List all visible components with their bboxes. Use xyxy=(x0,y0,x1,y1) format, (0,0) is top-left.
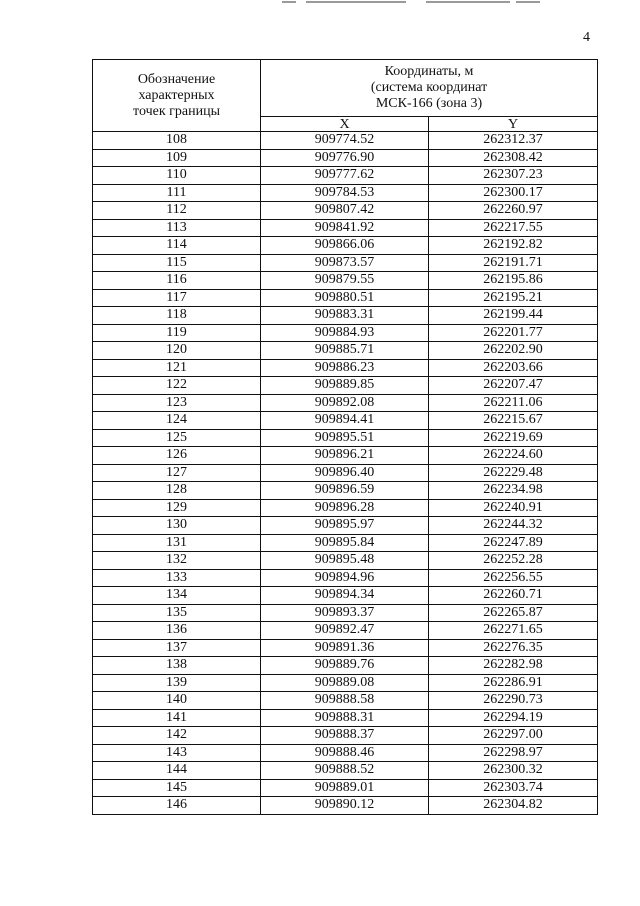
cell-y: 262195.86 xyxy=(429,272,598,290)
table-row xyxy=(93,499,598,517)
table-row xyxy=(93,254,598,272)
cell-y: 262300.32 xyxy=(429,762,598,780)
cell-y: 262244.32 xyxy=(429,517,598,535)
cell-y: 262240.91 xyxy=(429,499,598,517)
cell-point: 110 xyxy=(93,167,261,185)
cell-point: 115 xyxy=(93,254,261,272)
cell-x: 909888.37 xyxy=(261,727,429,745)
cell-point: 135 xyxy=(93,604,261,622)
cell-point: 139 xyxy=(93,674,261,692)
cell-x: 909896.21 xyxy=(261,447,429,465)
coordinates-table xyxy=(92,59,598,815)
header-point-line-2: характерных xyxy=(138,87,215,103)
cell-y: 262260.71 xyxy=(429,587,598,605)
cell-point: 142 xyxy=(93,727,261,745)
cell-y: 262203.66 xyxy=(429,359,598,377)
table-row xyxy=(93,167,598,185)
table-row xyxy=(93,237,598,255)
header-coords-line-2: (система координат xyxy=(370,80,488,95)
cell-y: 262297.00 xyxy=(429,727,598,745)
cell-point: 134 xyxy=(93,587,261,605)
cell-point: 118 xyxy=(93,307,261,325)
cell-point: 132 xyxy=(93,552,261,570)
cell-point: 137 xyxy=(93,639,261,657)
header-point-line-1: Обозначение xyxy=(137,71,216,87)
cell-y: 262265.87 xyxy=(429,604,598,622)
header-x: X xyxy=(261,117,429,132)
table-row xyxy=(93,587,598,605)
cell-x: 909896.59 xyxy=(261,482,429,500)
table-row xyxy=(93,464,598,482)
cell-x: 909889.08 xyxy=(261,674,429,692)
cell-x: 909895.84 xyxy=(261,534,429,552)
cell-x: 909889.85 xyxy=(261,377,429,395)
cell-x: 909896.40 xyxy=(261,464,429,482)
cell-x: 909895.51 xyxy=(261,429,429,447)
header-coordinates xyxy=(261,60,598,117)
cell-y: 262252.28 xyxy=(429,552,598,570)
cell-y: 262304.82 xyxy=(429,797,598,815)
cell-x: 909886.23 xyxy=(261,359,429,377)
cell-point: 130 xyxy=(93,517,261,535)
table-row xyxy=(93,184,598,202)
table-row xyxy=(93,779,598,797)
cell-point: 140 xyxy=(93,692,261,710)
cell-y: 262202.90 xyxy=(429,342,598,360)
cell-point: 143 xyxy=(93,744,261,762)
cell-y: 262219.69 xyxy=(429,429,598,447)
table-row xyxy=(93,727,598,745)
cell-point: 111 xyxy=(93,184,261,202)
table-row xyxy=(93,412,598,430)
table-row xyxy=(93,552,598,570)
cell-y: 262260.97 xyxy=(429,202,598,220)
cell-x: 909883.31 xyxy=(261,307,429,325)
table-row xyxy=(93,797,598,815)
table-row xyxy=(93,202,598,220)
cell-x: 909888.46 xyxy=(261,744,429,762)
cell-point: 114 xyxy=(93,237,261,255)
cell-point: 124 xyxy=(93,412,261,430)
cell-x: 909873.57 xyxy=(261,254,429,272)
cell-y: 262271.65 xyxy=(429,622,598,640)
cell-x: 909888.58 xyxy=(261,692,429,710)
cell-y: 262201.77 xyxy=(429,324,598,342)
cell-point: 125 xyxy=(93,429,261,447)
cell-x: 909891.36 xyxy=(261,639,429,657)
table-row xyxy=(93,377,598,395)
cell-y: 262217.55 xyxy=(429,219,598,237)
cell-y: 262308.42 xyxy=(429,149,598,167)
table-row xyxy=(93,272,598,290)
cell-y: 262195.21 xyxy=(429,289,598,307)
cell-point: 122 xyxy=(93,377,261,395)
table-row xyxy=(93,307,598,325)
cell-point: 131 xyxy=(93,534,261,552)
table-row xyxy=(93,482,598,500)
cell-point: 144 xyxy=(93,762,261,780)
cell-x: 909784.53 xyxy=(261,184,429,202)
cell-y: 262211.06 xyxy=(429,394,598,412)
scan-top-marks xyxy=(0,0,640,6)
table-row xyxy=(93,219,598,237)
cell-x: 909895.97 xyxy=(261,517,429,535)
cell-point: 141 xyxy=(93,709,261,727)
cell-y: 262256.55 xyxy=(429,569,598,587)
cell-x: 909774.52 xyxy=(261,132,429,150)
cell-x: 909894.34 xyxy=(261,587,429,605)
table-row xyxy=(93,132,598,150)
table-row xyxy=(93,692,598,710)
table-row xyxy=(93,709,598,727)
cell-y: 262191.71 xyxy=(429,254,598,272)
cell-point: 123 xyxy=(93,394,261,412)
cell-x: 909896.28 xyxy=(261,499,429,517)
cell-y: 262215.67 xyxy=(429,412,598,430)
cell-y: 262298.97 xyxy=(429,744,598,762)
cell-x: 909888.31 xyxy=(261,709,429,727)
cell-y: 262294.19 xyxy=(429,709,598,727)
header-coords-line-3: МСК-166 (зона 3) xyxy=(375,96,483,111)
cell-x: 909889.76 xyxy=(261,657,429,675)
cell-y: 262276.35 xyxy=(429,639,598,657)
cell-point: 129 xyxy=(93,499,261,517)
cell-point: 128 xyxy=(93,482,261,500)
cell-x: 909892.08 xyxy=(261,394,429,412)
cell-y: 262286.91 xyxy=(429,674,598,692)
cell-point: 136 xyxy=(93,622,261,640)
table-row xyxy=(93,289,598,307)
cell-x: 909841.92 xyxy=(261,219,429,237)
table-row xyxy=(93,674,598,692)
cell-point: 138 xyxy=(93,657,261,675)
table-row xyxy=(93,534,598,552)
cell-point: 133 xyxy=(93,569,261,587)
cell-y: 262312.37 xyxy=(429,132,598,150)
cell-y: 262307.23 xyxy=(429,167,598,185)
table-row xyxy=(93,622,598,640)
table-row xyxy=(93,657,598,675)
table-row xyxy=(93,324,598,342)
cell-y: 262207.47 xyxy=(429,377,598,395)
cell-point: 127 xyxy=(93,464,261,482)
header-point-designation xyxy=(93,60,261,132)
cell-y: 262303.74 xyxy=(429,779,598,797)
cell-point: 117 xyxy=(93,289,261,307)
cell-x: 909894.41 xyxy=(261,412,429,430)
cell-point: 121 xyxy=(93,359,261,377)
cell-x: 909777.62 xyxy=(261,167,429,185)
table-row xyxy=(93,359,598,377)
cell-y: 262224.60 xyxy=(429,447,598,465)
table-row xyxy=(93,342,598,360)
cell-point: 145 xyxy=(93,779,261,797)
cell-x: 909894.96 xyxy=(261,569,429,587)
cell-x: 909880.51 xyxy=(261,289,429,307)
table-row xyxy=(93,569,598,587)
table-row xyxy=(93,639,598,657)
cell-x: 909866.06 xyxy=(261,237,429,255)
cell-point: 109 xyxy=(93,149,261,167)
cell-x: 909895.48 xyxy=(261,552,429,570)
table-row xyxy=(93,762,598,780)
cell-y: 262192.82 xyxy=(429,237,598,255)
cell-x: 909890.12 xyxy=(261,797,429,815)
cell-point: 146 xyxy=(93,797,261,815)
cell-x: 909807.42 xyxy=(261,202,429,220)
table-row xyxy=(93,744,598,762)
table-row xyxy=(93,517,598,535)
cell-y: 262234.98 xyxy=(429,482,598,500)
cell-point: 116 xyxy=(93,272,261,290)
header-y: Y xyxy=(429,117,598,132)
cell-point: 120 xyxy=(93,342,261,360)
cell-x: 909776.90 xyxy=(261,149,429,167)
header-point-line-3: точек границы xyxy=(133,103,220,119)
cell-y: 262247.89 xyxy=(429,534,598,552)
cell-x: 909892.47 xyxy=(261,622,429,640)
table-body xyxy=(93,132,598,815)
header-coords-line-1: Координаты, м xyxy=(384,64,474,79)
cell-point: 113 xyxy=(93,219,261,237)
cell-x: 909884.93 xyxy=(261,324,429,342)
cell-x: 909888.52 xyxy=(261,762,429,780)
cell-point: 119 xyxy=(93,324,261,342)
table-row xyxy=(93,394,598,412)
cell-x: 909889.01 xyxy=(261,779,429,797)
cell-x: 909893.37 xyxy=(261,604,429,622)
cell-point: 126 xyxy=(93,447,261,465)
cell-y: 262290.73 xyxy=(429,692,598,710)
table-row xyxy=(93,604,598,622)
page-number: 4 xyxy=(583,30,590,45)
table-row xyxy=(93,149,598,167)
cell-x: 909885.71 xyxy=(261,342,429,360)
cell-y: 262229.48 xyxy=(429,464,598,482)
table-row xyxy=(93,447,598,465)
cell-y: 262300.17 xyxy=(429,184,598,202)
cell-y: 262199.44 xyxy=(429,307,598,325)
cell-y: 262282.98 xyxy=(429,657,598,675)
cell-point: 112 xyxy=(93,202,261,220)
table-row xyxy=(93,429,598,447)
cell-x: 909879.55 xyxy=(261,272,429,290)
cell-point: 108 xyxy=(93,132,261,150)
